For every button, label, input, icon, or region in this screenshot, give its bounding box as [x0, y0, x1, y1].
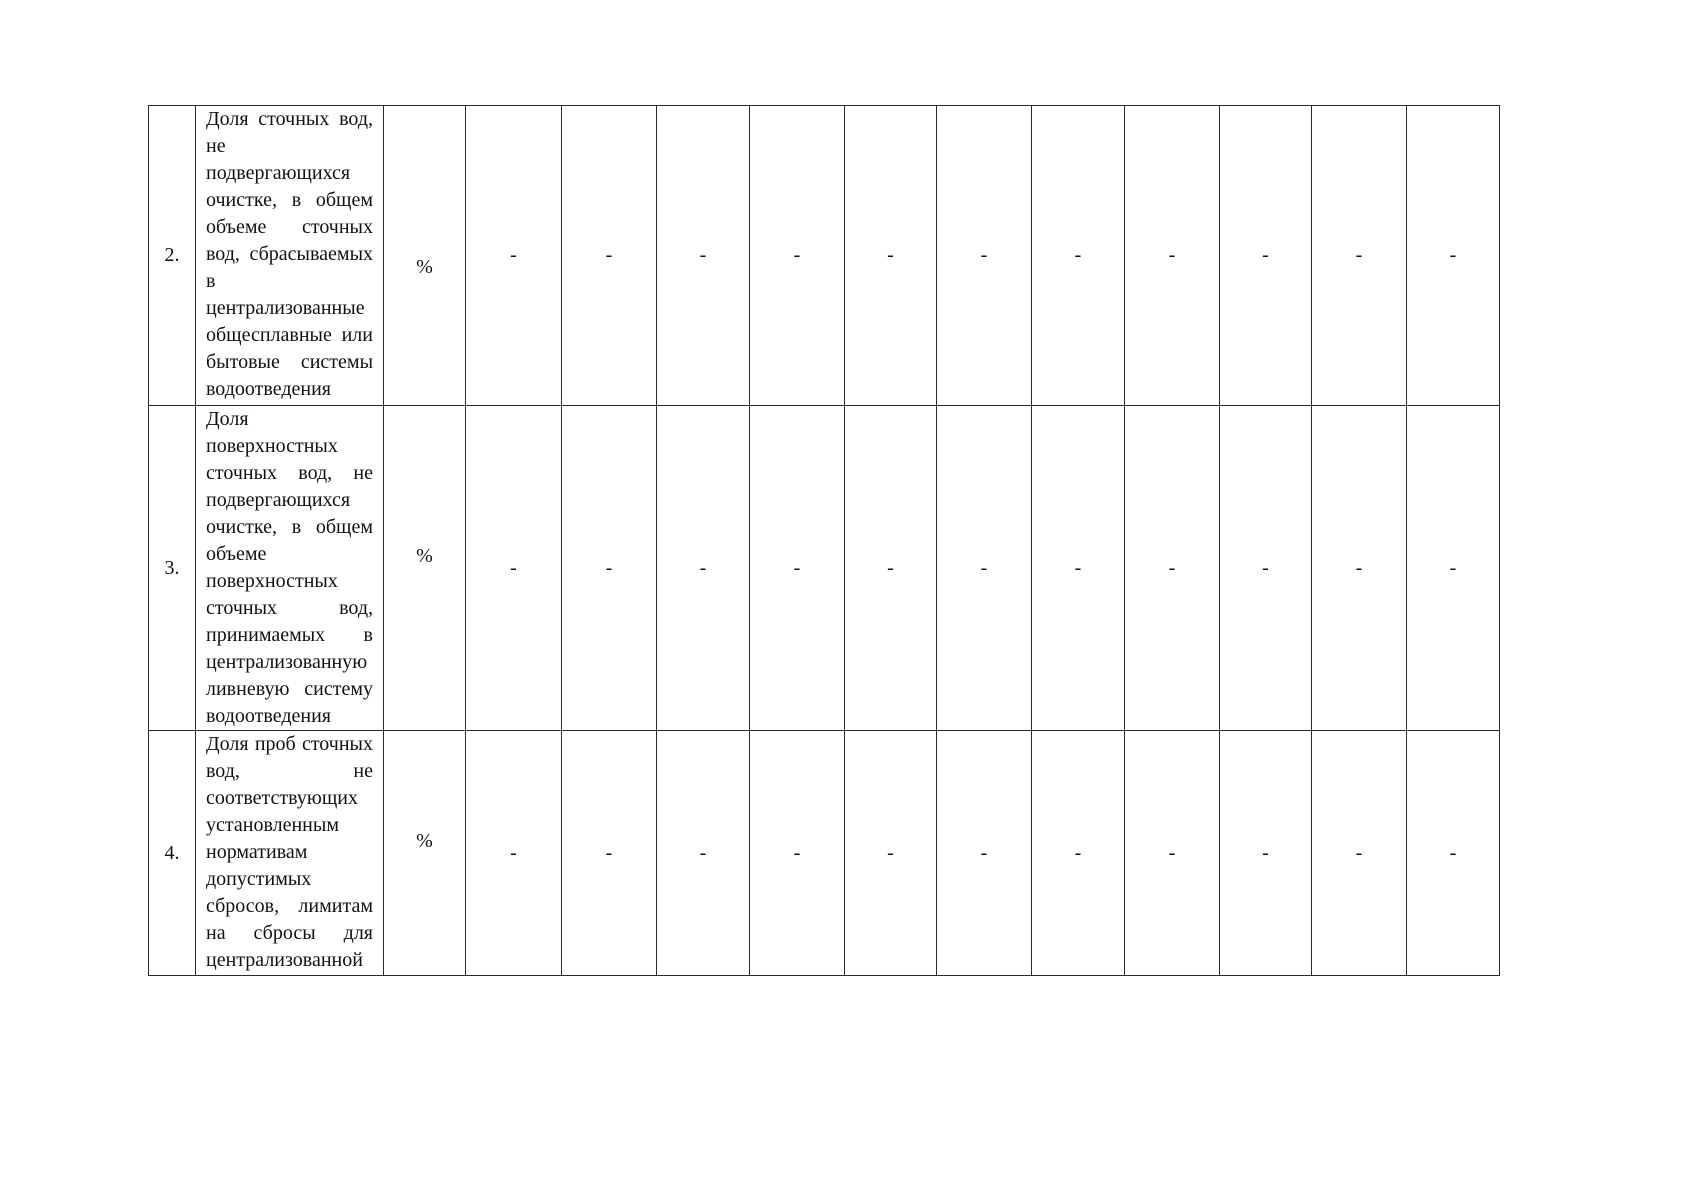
value-cell: -: [845, 731, 937, 976]
value-cell: -: [466, 406, 562, 731]
value-cell: -: [562, 731, 657, 976]
value-cell: -: [1220, 406, 1312, 731]
table-row: [149, 106, 1500, 406]
value-cell: -: [937, 106, 1032, 406]
unit-cell: %: [384, 106, 466, 406]
value-cell: -: [937, 406, 1032, 731]
value-cell: -: [750, 406, 845, 731]
row-number: 2.: [149, 106, 196, 406]
unit-cell: %: [384, 406, 466, 731]
value-cell: -: [1220, 731, 1312, 976]
value-cell: -: [1312, 731, 1407, 976]
value-cell: -: [845, 406, 937, 731]
value-cell: -: [1312, 406, 1407, 731]
value-cell: -: [657, 106, 750, 406]
value-cell: -: [937, 731, 1032, 976]
value-cell: -: [1125, 731, 1220, 976]
value-cell: -: [562, 106, 657, 406]
value-cell: -: [750, 106, 845, 406]
row-number: 3.: [149, 406, 196, 731]
value-cell: -: [1220, 106, 1312, 406]
value-cell: -: [657, 731, 750, 976]
table-row: [149, 731, 1500, 976]
indicator-name: Доля поверхностных сточных вод, не подвергающихся очистке, в общем объеме поверхностных сточных вод, принимаемых в централизованную ливневую систему водоотведения: [196, 406, 384, 731]
table-row: [149, 406, 1500, 731]
value-cell: -: [1125, 406, 1220, 731]
value-cell: -: [1032, 731, 1125, 976]
value-cell: -: [845, 106, 937, 406]
value-cell: -: [750, 731, 845, 976]
value-cell: -: [1125, 106, 1220, 406]
value-cell: -: [1032, 406, 1125, 731]
value-cell: -: [1407, 106, 1500, 406]
row-number: 4.: [149, 731, 196, 976]
indicator-name: Доля сточных вод, не подвергающихся очистке, в общем объеме сточных вод, сбрасываемых в централизованные общесплавные или бытовые системы водоотведения: [196, 106, 384, 406]
value-cell: -: [562, 406, 657, 731]
unit-cell: %: [384, 731, 466, 976]
value-cell: -: [466, 731, 562, 976]
value-cell: -: [657, 406, 750, 731]
value-cell: -: [1407, 406, 1500, 731]
value-cell: -: [1032, 106, 1125, 406]
value-cell: -: [1407, 731, 1500, 976]
indicator-name: Доля проб сточных вод, не соответствующих установленным нормативам допустимых сбросов, лимитам на сбросы для централизованной: [196, 731, 384, 976]
value-cell: -: [1312, 106, 1407, 406]
value-cell: -: [466, 106, 562, 406]
indicator-table: [148, 105, 1500, 976]
table-body: [149, 106, 1500, 976]
